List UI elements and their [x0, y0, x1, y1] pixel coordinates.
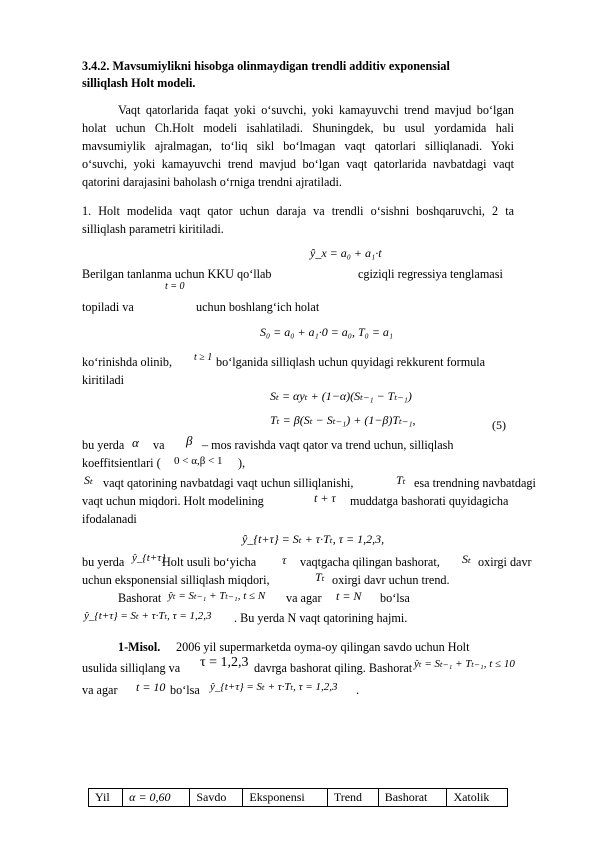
line-bolsa: bo‘lsa	[380, 591, 410, 605]
t-t-symbol: Tₜ	[396, 473, 406, 487]
line-bu-yerda-2: bu yerda	[82, 555, 125, 569]
forecast-in-sample: ŷₜ = Sₜ₋₁ + Tₜ₋₁, t ≤ N	[168, 590, 266, 602]
initial-conditions-formula: S₀ = a₀ + a₁·0 = a₀, T₀ = a₁	[260, 325, 394, 339]
example-line-3-mid: bo‘lsa	[170, 683, 200, 697]
line-silliqlanishi: vaqt qatorining navbatdagi vaqt uchun silliqlanishi,	[103, 476, 354, 490]
forecast-out-sample: ŷ_{t+τ} = Sₜ + τ·Tₜ, τ = 1,2,3	[84, 610, 212, 622]
trend-smoothing-formula: Tₜ = β(Sₜ − Sₜ₋₁) + (1−β)Tₜ₋₁,	[270, 413, 416, 427]
point1-line-2: silliqlash parametri kiritiladi.	[82, 222, 224, 236]
intro-line-3: mavsumiylik ajralmagan, to‘liq sikl bo‘lmagan vaqt qatorlari silliqlanadi. Yoki	[82, 139, 514, 153]
t-equals-n: t = N	[336, 589, 362, 603]
alpha-beta-range: 0 < α,β < 1	[174, 455, 223, 467]
t-geq-one: t ≥ 1	[194, 352, 213, 363]
line-muddatga: muddatga bashorati quyidagicha	[350, 494, 509, 508]
t-equals-10: t = 10	[136, 680, 166, 694]
t-t-symbol-2: Tₜ	[315, 570, 325, 584]
line-kiritiladi: kiritiladi	[82, 373, 124, 387]
example-label: 1-Misol.	[118, 640, 161, 654]
line-korinishda: ko‘rinishda olinib,	[82, 355, 173, 369]
header-trend: Trend	[327, 789, 378, 807]
line-oxirgi-trend: oxirgi davr uchun trend.	[332, 573, 450, 587]
line-korinishda-end: bo‘lganida silliqlash uchun quyidagi rekkurent formula	[216, 355, 486, 369]
line-va-agar: va agar	[286, 591, 322, 605]
example-forecast-2: ŷ_{t+τ} = Sₜ + τ·Tₜ, τ = 1,2,3	[210, 681, 338, 693]
line-bu-yerda-1: bu yerda	[82, 438, 125, 452]
section-heading-line-1: 3.4.2. Mavsumiylikni hisobga olinmaydigan trendli additiv exponensial	[82, 59, 450, 73]
beta-symbol: β	[186, 433, 193, 448]
header-yil: Yil	[89, 789, 123, 807]
table-header-row	[89, 789, 508, 807]
line-esa-trend: esa trendning navbatdagi	[414, 476, 536, 490]
t-plus-tau: t + τ	[314, 491, 336, 505]
section-heading-line-2: silliqlash Holt modeli.	[82, 76, 196, 90]
line-koeff-end: ),	[238, 456, 246, 470]
line-oxirgi-davr: oxirgi davr	[478, 555, 532, 569]
example-line-2-mid: davrga bashorat qiling. Bashorat	[254, 661, 413, 675]
line-n-hajmi: . Bu yerda N vaqt qatorining hajmi.	[234, 611, 408, 625]
t-zero: t = 0	[165, 281, 185, 292]
intro-line-1: Vaqt qatorlarida faqat yoki o‘suvchi, yoki kamayuvchi trend mavjud bo‘lgan	[118, 103, 514, 117]
line-eksponensial: uchun eksponensial silliqlash miqdori,	[82, 573, 270, 587]
found-text-end: uchun boshlang‘ich holat	[196, 300, 320, 314]
s-t-symbol-2: Sₜ	[462, 552, 471, 566]
header-savdo: Savdo	[190, 789, 243, 807]
line-holt-modelining: vaqt uchun miqdori. Holt modelining	[82, 494, 264, 508]
example-line-2: usulida silliqlang va	[82, 661, 181, 675]
header-eksponensi: Eksponensi	[243, 789, 327, 807]
equation-number: (5)	[492, 418, 506, 432]
intro-line-5: qatorini darajasini baholash o‘rniga trendni ajratiladi.	[82, 175, 342, 189]
line-ifodalanadi: ifodalanadi	[82, 512, 137, 526]
line-koeffitsientlari: koeffitsientlari (	[82, 456, 161, 470]
s-t-symbol: Sₜ	[84, 473, 93, 487]
example-forecast-1: ŷₜ = Sₜ₋₁ + Tₜ₋₁, t ≤ 10	[414, 658, 515, 670]
regression-formula: ŷ_x = a₀ + a₁·t	[310, 246, 382, 260]
forecast-formula: ŷ_{t+τ} = Sₜ + τ·Tₜ, τ = 1,2,3,	[242, 532, 385, 546]
intro-line-4: o‘suvchi, yoki kamayuvchi trend mavjud bo‘lgan vaqt qatorlarida navbatdagi vaqt	[82, 157, 514, 171]
alpha-symbol: α	[132, 435, 139, 450]
intro-line-2: holat uchun Ch.Holt modeli isahlatiladi. Shuningdek, bu usul yordamida hali	[82, 121, 514, 135]
example-line-1: 2006 yil supermarketda oyma-oy qilingan savdo uchun Holt	[176, 640, 470, 654]
example-line-3: va agar	[82, 683, 118, 697]
line-holt-usuli: Holt usuli bo‘yicha	[162, 555, 257, 569]
line-mos-ravishda: – mos ravishda vaqt qator va trend uchun, silliqlash	[202, 438, 454, 452]
line-vaqtgacha: vaqtgacha qilingan bashorat,	[300, 555, 440, 569]
header-xatolik: Xatolik	[447, 789, 508, 807]
point1-line-1: 1. Holt modelida vaqt qator uchun daraja va trendli o‘sishni boshqaruvchi, 2 ta	[82, 204, 514, 218]
given-text: Berilgan tanlanma uchun KKU qo‘llab	[82, 267, 272, 281]
header-alpha: α = 0,60	[123, 789, 190, 807]
example-line-3-end: .	[356, 683, 360, 697]
header-bashorat: Bashorat	[378, 789, 447, 807]
found-text: topiladi va	[82, 300, 134, 314]
results-table	[88, 788, 508, 807]
level-smoothing-formula: Sₜ = αyₜ + (1−α)(Sₜ₋₁ − Tₜ₋₁)	[270, 389, 412, 403]
y-hat-t-tau: ŷ_{t+τ}	[132, 552, 166, 564]
line-va-1: va	[153, 438, 165, 452]
given-text-end: cgiziqli regressiya tenglamasi	[358, 267, 503, 281]
tau-values: τ = 1,2,3	[200, 655, 249, 670]
line-bashorat: Bashorat	[118, 591, 162, 605]
tau-symbol: τ	[282, 553, 287, 567]
